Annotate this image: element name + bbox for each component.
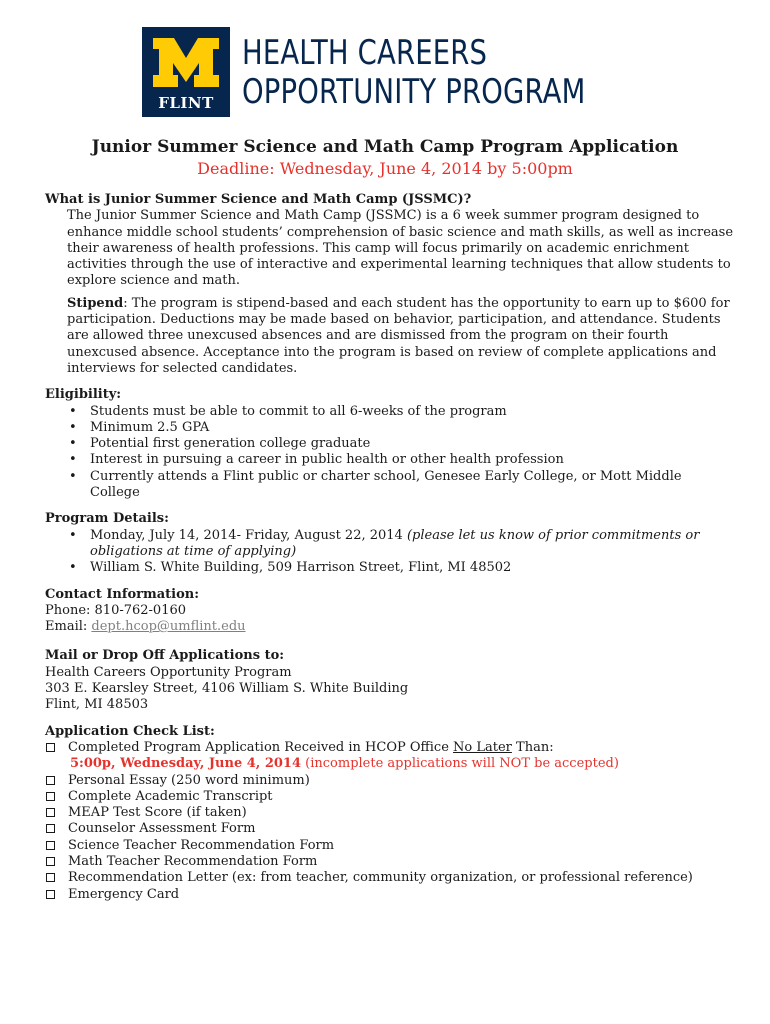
program-name-line1: HEALTH CAREERS [242, 33, 488, 72]
contact-email-label: Email: [45, 619, 92, 635]
contact-email-line [45, 619, 735, 635]
about-heading: What is Junior Summer Science and Math Camp (JSSMC)? [45, 192, 472, 207]
contact-email-link[interactable]: dept.hcop@umflint.edu [91, 619, 246, 635]
mail-heading: Mail or Drop Off Applications to: [45, 648, 285, 664]
about-description: The Junior Summer Science and Math Camp (JSSMC) is a 6 week summer program designed to enhance middle school students’ comprehension of basic science and math skills, as well as increase their awareness of health professions. This camp will focus primarily on academic enrichment activities through the use of interactive and experimental learning techniques that allow students to explore science and math. [67, 208, 734, 289]
checklist-item-label: MEAP Test Score (if taken) [68, 805, 247, 821]
mail-line3: Flint, MI 48503 [45, 697, 149, 713]
logo-flint-text: FLINT [158, 94, 214, 112]
checklist-item-label: Personal Essay (250 word minimum) [68, 772, 310, 788]
checkbox-icon [46, 743, 55, 752]
checklist-item [68, 838, 735, 854]
checklist-item-label: Science Teacher Recommendation Form [68, 837, 335, 853]
checklist-item [68, 887, 735, 903]
list-item: • Students must be able to commit to all 6-weeks of the program [90, 404, 735, 420]
stipend-paragraph [45, 296, 735, 377]
checklist-item [68, 773, 735, 789]
checklist-first-emph: No Later [453, 739, 512, 755]
checklist-heading: Application Check List: [45, 723, 215, 739]
details-list [45, 528, 735, 577]
checklist-item [68, 854, 735, 870]
due-date-bold: 5:00p, Wednesday, June 4, 2014 [70, 756, 302, 772]
checkbox-icon [46, 857, 55, 866]
program-dates-note: (please let us know of prior commitments or obligations at time of applying) [90, 527, 700, 559]
deadline: Deadline: Wednesday, June 4, 2014 by 5:00pm [197, 159, 573, 178]
page-title: Junior Summer Science and Math Camp Program Application [91, 137, 679, 157]
checklist-item-label: Math Teacher Recommendation Form [68, 853, 318, 869]
checklist-first-prefix: Completed Program Application Received in HCOP Office [68, 739, 454, 755]
main-content [45, 192, 735, 903]
stipend-text: : The program is stipend-based and each student has the opportunity to earn up to $600 for participation. Deductions may be made based on behavior, participation, and attendance. Students are allowed three unexcused absences and are dismissed from the program on their fourth unexcused absence. Acceptance into the program is based on review of complete applications and interviews for selected candidates. [67, 295, 730, 376]
checkbox-icon [46, 776, 55, 785]
list-item: • Currently attends a Flint public or charter school, Genesee Early College, or Mott Middle College [90, 469, 735, 502]
eligibility-list [45, 404, 735, 502]
checkbox-icon [46, 841, 55, 850]
um-flint-logo [142, 27, 230, 117]
checklist-item-label: Counselor Assessment Form [68, 821, 256, 837]
details-heading: Program Details: [45, 511, 169, 527]
program-dates-text: Monday, July 14, 2014- Friday, August 22, 2014 [90, 527, 407, 543]
checklist-item [68, 805, 735, 821]
program-location: • William S. White Building, 509 Harrison Street, Flint, MI 48502 [90, 560, 735, 576]
checkbox-icon [46, 873, 55, 882]
list-item: • Minimum 2.5 GPA [90, 420, 735, 436]
due-date-note: (incomplete applications will NOT be accepted) [301, 756, 619, 772]
checklist-item [68, 821, 735, 837]
checkbox-icon [46, 824, 55, 833]
checkbox-icon [46, 792, 55, 801]
checklist [45, 740, 735, 903]
checklist-item [68, 870, 735, 886]
checklist-item-label: Emergency Card [68, 886, 180, 902]
checklist-first-suffix: Than: [511, 739, 554, 755]
checkbox-icon [46, 890, 55, 899]
checklist-item [68, 740, 735, 773]
mail-line2: 303 E. Kearsley Street, 4106 William S. White Building [45, 681, 409, 697]
checkbox-icon [46, 808, 55, 817]
checklist-item-label: Complete Academic Transcript [68, 788, 273, 804]
checklist-item [68, 789, 735, 805]
stipend-label: Stipend [67, 295, 124, 311]
contact-phone: Phone: 810-762-0160 [45, 602, 187, 618]
checklist-item-label: Recommendation Letter (ex: from teacher, community organization, or professional reference) [68, 870, 693, 886]
program-name-line2: OPPORTUNITY PROGRAM [242, 72, 586, 111]
list-item: • Interest in pursuing a career in public health or other health profession [90, 452, 735, 468]
checklist-due-date [68, 756, 735, 772]
block-m-icon [142, 27, 230, 95]
list-item: • Potential first generation college graduate [90, 436, 735, 452]
eligibility-heading: Eligibility: [45, 387, 122, 403]
program-dates [90, 528, 735, 561]
mail-line1: Health Careers Opportunity Program [45, 664, 292, 680]
contact-heading: Contact Information: [45, 586, 200, 602]
